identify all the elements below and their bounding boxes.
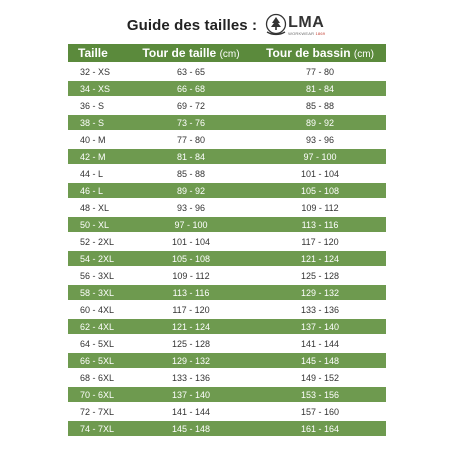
table-row: [68, 319, 386, 334]
table-row: [68, 285, 386, 300]
column-header-unit: (cm): [353, 49, 374, 60]
waist-cell: 81 - 84: [128, 149, 254, 164]
size-cell: 66 - 5XL: [68, 353, 128, 368]
hip-cell: 137 - 140: [254, 319, 386, 334]
table-row: [68, 234, 386, 249]
column-header-label: Tour de taille: [142, 46, 217, 60]
waist-cell: 145 - 148: [128, 421, 254, 436]
logo-tagline-accent: 1869: [315, 30, 326, 36]
waist-cell: 85 - 88: [128, 166, 254, 181]
logo-text: [288, 15, 325, 36]
waist-cell: 89 - 92: [128, 183, 254, 198]
table-row: [68, 81, 386, 96]
size-cell: 64 - 5XL: [68, 336, 128, 351]
waist-cell: 141 - 144: [128, 404, 254, 419]
hip-cell: 153 - 156: [254, 387, 386, 402]
column-header-label: Tour de bassin: [266, 46, 351, 60]
table-row: [68, 98, 386, 113]
logo-wordmark: LMA: [288, 13, 325, 31]
header-row: [68, 44, 386, 62]
page-header: [0, 8, 452, 42]
hip-cell: 121 - 124: [254, 251, 386, 266]
column-header-label: Taille: [78, 46, 108, 60]
page-title: Guide des tailles :: [126, 16, 258, 34]
size-cell: 62 - 4XL: [68, 319, 128, 334]
size-cell: 46 - L: [68, 183, 128, 198]
hip-cell: 161 - 164: [254, 421, 386, 436]
size-cell: 54 - 2XL: [68, 251, 128, 266]
brand-logo: [265, 13, 325, 37]
table-row: [68, 183, 386, 198]
hip-cell: 149 - 152: [254, 370, 386, 385]
size-cell: 52 - 2XL: [68, 234, 128, 249]
hip-cell: 125 - 128: [254, 268, 386, 283]
hip-cell: 113 - 116: [254, 217, 386, 232]
table-row: [68, 115, 386, 130]
table-row: [68, 166, 386, 181]
table-row: [68, 64, 386, 79]
size-table-body: [68, 64, 386, 436]
hip-cell: 97 - 100: [254, 149, 386, 164]
size-cell: 68 - 6XL: [68, 370, 128, 385]
waist-cell: 66 - 68: [128, 81, 254, 96]
size-cell: 34 - XS: [68, 81, 128, 96]
table-row: [68, 149, 386, 164]
waist-cell: 137 - 140: [128, 387, 254, 402]
waist-cell: 63 - 65: [128, 64, 254, 79]
hip-cell: 141 - 144: [254, 336, 386, 351]
table-row: [68, 370, 386, 385]
size-cell: 56 - 3XL: [68, 268, 128, 283]
hip-cell: 101 - 104: [254, 166, 386, 181]
hip-cell: 105 - 108: [254, 183, 386, 198]
size-cell: 50 - XL: [68, 217, 128, 232]
waist-cell: 133 - 136: [128, 370, 254, 385]
size-cell: 74 - 7XL: [68, 421, 128, 436]
waist-cell: 69 - 72: [128, 98, 254, 113]
table-row: [68, 268, 386, 283]
size-cell: 32 - XS: [68, 64, 128, 79]
waist-cell: 125 - 128: [128, 336, 254, 351]
waist-cell: 77 - 80: [128, 132, 254, 147]
column-header-0: [68, 44, 128, 62]
hip-cell: 133 - 136: [254, 302, 386, 317]
table-row: [68, 251, 386, 266]
waist-cell: 113 - 116: [128, 285, 254, 300]
waist-cell: 73 - 76: [128, 115, 254, 130]
waist-cell: 129 - 132: [128, 353, 254, 368]
size-table: [68, 42, 386, 438]
waist-cell: 121 - 124: [128, 319, 254, 334]
size-cell: 38 - S: [68, 115, 128, 130]
waist-cell: 109 - 112: [128, 268, 254, 283]
size-cell: 58 - 3XL: [68, 285, 128, 300]
logo-tagline: [288, 31, 325, 36]
hip-cell: 157 - 160: [254, 404, 386, 419]
hip-cell: 145 - 148: [254, 353, 386, 368]
column-header-1: [128, 44, 254, 62]
table-row: [68, 200, 386, 215]
waist-cell: 101 - 104: [128, 234, 254, 249]
size-cell: 36 - S: [68, 98, 128, 113]
size-cell: 72 - 7XL: [68, 404, 128, 419]
table-row: [68, 404, 386, 419]
size-cell: 40 - M: [68, 132, 128, 147]
size-table-header: [68, 44, 386, 62]
hip-cell: 129 - 132: [254, 285, 386, 300]
size-cell: 60 - 4XL: [68, 302, 128, 317]
tree-emblem-icon: [265, 13, 287, 37]
size-cell: 70 - 6XL: [68, 387, 128, 402]
hip-cell: 93 - 96: [254, 132, 386, 147]
size-cell: 44 - L: [68, 166, 128, 181]
column-header-unit: (cm): [219, 49, 240, 60]
size-cell: 48 - XL: [68, 200, 128, 215]
waist-cell: 93 - 96: [128, 200, 254, 215]
hip-cell: 89 - 92: [254, 115, 386, 130]
waist-cell: 97 - 100: [128, 217, 254, 232]
hip-cell: 117 - 120: [254, 234, 386, 249]
logo-tagline-main: WORKWEAR: [288, 30, 315, 36]
table-row: [68, 132, 386, 147]
table-row: [68, 421, 386, 436]
table-row: [68, 353, 386, 368]
hip-cell: 109 - 112: [254, 200, 386, 215]
table-row: [68, 217, 386, 232]
column-header-2: [254, 44, 386, 62]
table-row: [68, 336, 386, 351]
waist-cell: 105 - 108: [128, 251, 254, 266]
size-cell: 42 - M: [68, 149, 128, 164]
table-row: [68, 302, 386, 317]
waist-cell: 117 - 120: [128, 302, 254, 317]
hip-cell: 81 - 84: [254, 81, 386, 96]
hip-cell: 77 - 80: [254, 64, 386, 79]
hip-cell: 85 - 88: [254, 98, 386, 113]
table-row: [68, 387, 386, 402]
